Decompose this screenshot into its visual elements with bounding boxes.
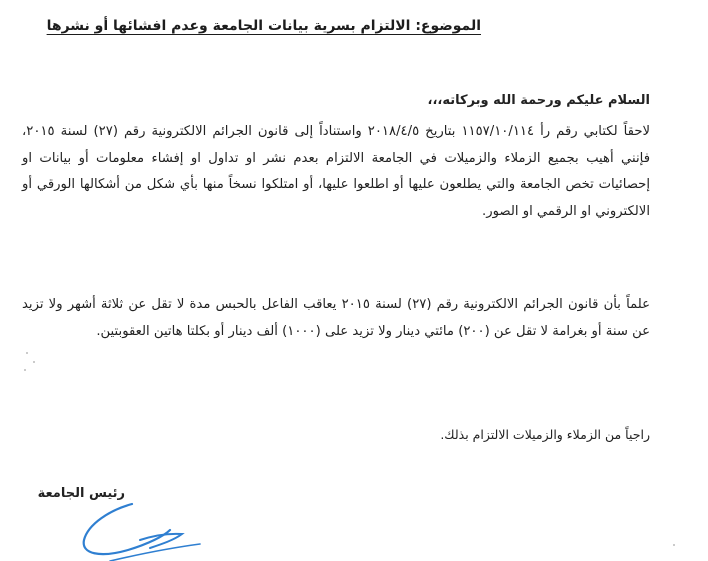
letter-paragraph-1: لاحقاً لكتابي رقم رأ ١١٥٧/١٠/١١٤ بتاريخ ٢٠١٨/٤/٥ واستناداً إلى قانون الجرائم الالكترونية رقم (٢٧) لسنة ٢٠١٥، فإنني أهيب بجميع الزملاء والزميلات في الجامعة الالتزام بعدم نشر او تداول او إفشاء معلومات أو بيانات او إحصائيات تخص الجامعة والتي يطلعون عليها أو اطلعوا عليها، أو امتلكوا نسخاً منها بأي شكل من أشكالها الورقي أو الالكتروني او الرقمي او الصور. bbox=[22, 124, 650, 219]
scan-speck bbox=[26, 352, 28, 354]
letter-greeting: السلام عليكم ورحمة الله وبركاته،،، bbox=[427, 93, 650, 108]
scan-speck bbox=[33, 361, 35, 363]
scan-speck bbox=[24, 369, 26, 371]
signature-scribble bbox=[70, 500, 210, 561]
letter-closing: راجياً من الزملاء والزميلات الالتزام بذلك. bbox=[440, 427, 650, 442]
letter-paragraph-2: علماً بأن قانون الجرائم الالكترونية رقم (٢٧) لسنة ٢٠١٥ يعاقب الفاعل بالحبس مدة لا تقل عن ثلاثة أشهر ولا تزيد عن سنة أو بغرامة لا تقل عن (٢٠٠) مائتي دينار ولا تزيد على (١٠٠٠) ألف دينار أو بكلتا هاتين العقوبتين. bbox=[22, 297, 650, 339]
scan-speck bbox=[673, 544, 675, 546]
signer-title: رئيس الجامعة bbox=[37, 486, 125, 501]
letter-subject: الموضوع: الالتزام بسرية بيانات الجامعة وعدم افشائها أو نشرها bbox=[46, 18, 481, 34]
